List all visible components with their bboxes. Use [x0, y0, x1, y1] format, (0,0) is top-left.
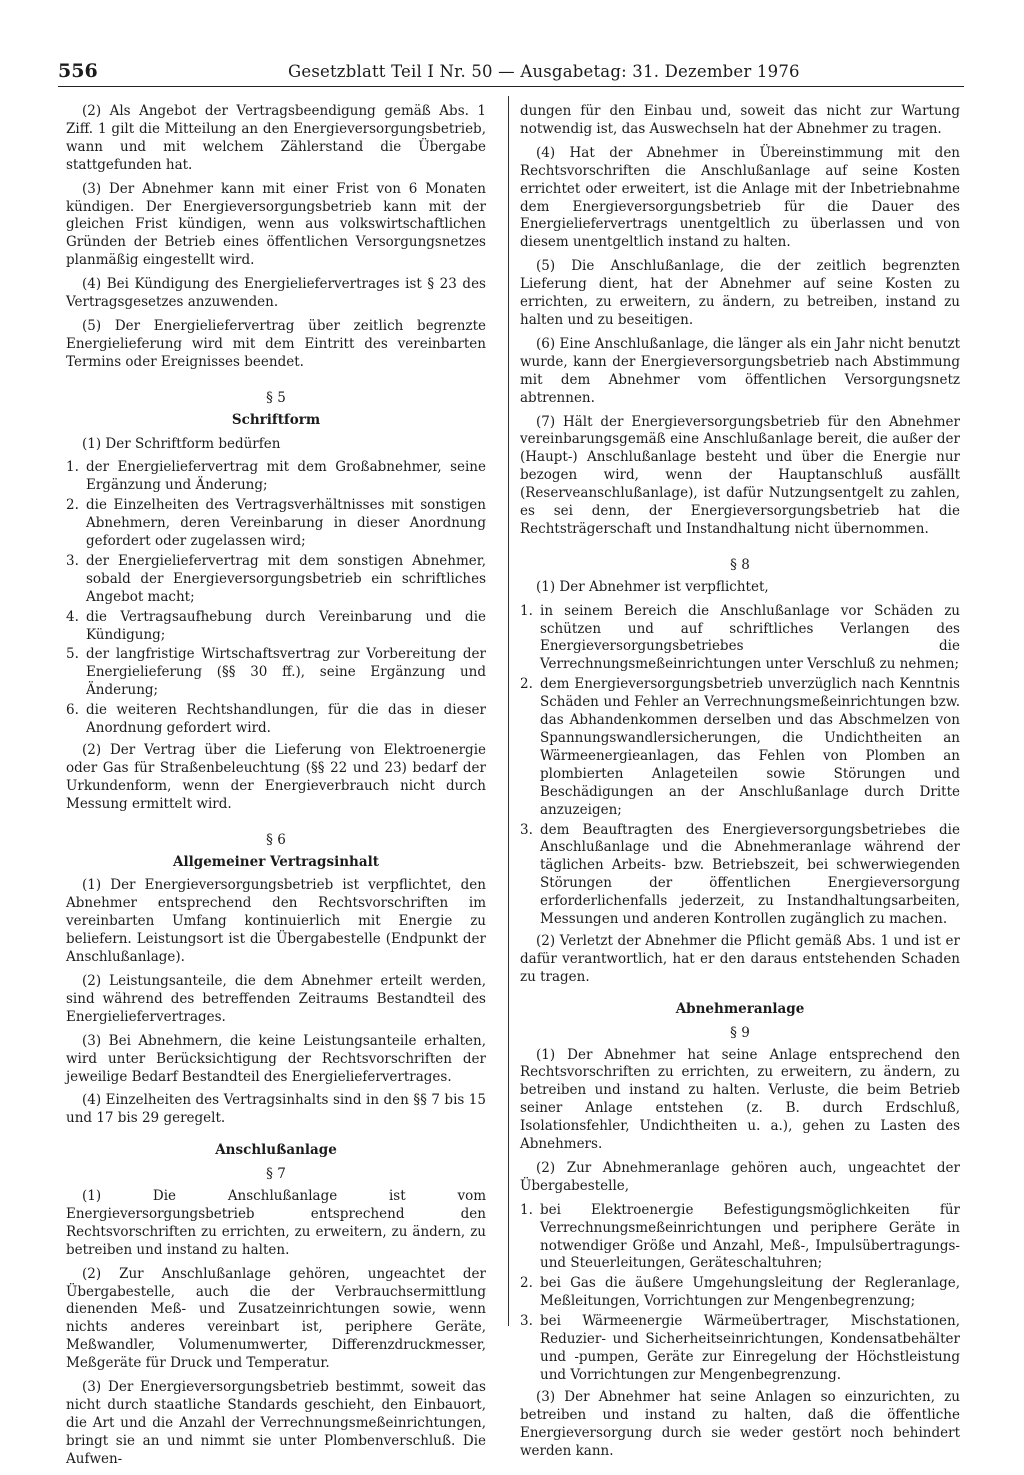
paragraph: (2) Verletzt der Abnehmer die Pflicht gemäß Abs. 1 und ist er dafür verantwortlich, hat er den daraus entstehenden Schaden zu tragen.: [520, 932, 960, 985]
paragraph: (2) Zur Anschlußanlage gehören, ungeachtet der Übergabestelle, auch die der Verbrauchsermittlung dienenden Meß- und Zusatzeinrichtungen sowie, wenn nichts anderes vereinbart ist, periphere Geräte, Meßwandler, Volumenumwerter, Differenzdruckmesser, Meßgeräte für Druck und Temperatur.: [66, 1265, 486, 1372]
paragraph: (4) Hat der Abnehmer in Übereinstimmung mit den Rechtsvorschriften die Anschlußanlage auf seine Kosten errichtet oder erweitert, ist die Anlage mit der Inbetriebnahme dem Energieversorgungsbetrieb für die Dauer des Energieliefervertrags unentgeltlich zu überlassen und von diesem unentgeltlich instand zu halten.: [520, 144, 960, 251]
section-number: § 7: [266, 1166, 286, 1183]
paragraph: (2) Der Vertrag über die Lieferung von Elektroenergie oder Gas für Straßenbeleuchtung (§§ 22 und 23) bedarf der Urkundenform, wenn der Energieverbrauch nicht durch Messung ermittelt wird.: [66, 742, 486, 812]
paragraph: (2) Leistungsanteile, die dem Abnehmer erteilt werden, sind während des betreffenden Zeitraums Bestandteil des Energieliefervertrages.: [66, 972, 486, 1025]
section-heading: Anschlußanlage: [215, 1142, 337, 1159]
section-number: § 8: [730, 556, 750, 573]
paragraph: (1) Der Energieversorgungsbetrieb ist verpflichtet, den Abnehmer entsprechend den Rechtsvorschriften im vereinbarten Umfang kontinuierlich mit Energie zu beliefern. Leistungsort ist die Übergabestelle (Endpunkt der Anschlußanlage).: [66, 877, 486, 966]
list-item: 6. die weiteren Rechtshandlungen, für die das in dieser Anordnung gefordert wird.: [66, 702, 486, 737]
numbered-list: [66, 459, 486, 738]
right-column: [520, 103, 960, 1466]
paragraph: (2) Zur Abnehmeranlage gehören auch, ungeachtet der Übergabestelle,: [520, 1159, 960, 1194]
paragraph: (1) Der Schriftform bedürfen: [82, 435, 281, 452]
list-item: 4. die Vertragsaufhebung durch Vereinbarung und die Kündigung;: [66, 608, 486, 643]
paragraph: (5) Der Energieliefervertrag über zeitlich begrenzte Energielieferung wird mit dem Eintritt des vereinbarten Termins oder Ereignisses beendet.: [66, 317, 486, 370]
paragraph: (3) Der Abnehmer hat seine Anlagen so einzurichten, zu betreiben und instand zu halten, daß die öffentliche Energieversorgung durch sie weder gestört noch behindert werden kann.: [520, 1388, 960, 1459]
paragraph: (3) Der Energieversorgungsbetrieb bestimmt, soweit das nicht durch staatliche Standards geschieht, den Einbauort, die Art und die Anzahl der Verrechnungsmeßeinrichtungen, bringt sie an und nimmt sie unter Plombenverschluß. Die Aufwen-: [66, 1379, 486, 1467]
list-item: 1. bei Elektroenergie Befestigungsmöglichkeiten für Verrechnungsmeßeinrichtungen und periphere Geräte in notwendiger Größe und Anzahl, Meß-, Impulsübertragungs- und Steuerleitungen, Geräteschaltuhren;: [520, 1201, 960, 1272]
section-title: Schriftform: [231, 411, 321, 428]
paragraph: (2) Als Angebot der Vertragsbeendigung gemäß Abs. 1 Ziff. 1 gilt die Mitteilung an den Energieversorgungsbetrieb, wann und mit welchem Zählerstand die Übergabe stattgefunden hat.: [66, 103, 486, 173]
paragraph: (3) Der Abnehmer kann mit einer Frist von 6 Monaten kündigen. Der Energieversorgungsbetrieb kann mit der gleichen Frist kündigen, wenn aus volkswirtschaftlichen Gründen der Betrieb eines öffentlichen Versorgungsnetzes planmäßig eingestellt wird.: [66, 180, 486, 269]
paragraph: (1) Der Abnehmer hat seine Anlage entsprechend den Rechtsvorschriften zu errichten, zu erweitern, zu ändern, zu betreiben und instand zu halten. Verluste, die beim Betrieb seiner Anlage entstehen (z. B. durch Erdschluß, Isolationsfehler, Undichtheiten u. a.), gehen zu Lasten des Abnehmers.: [520, 1046, 960, 1153]
list-item: 5. der langfristige Wirtschaftsvertrag zur Vorbereitung der Energielieferung (§§ 30 ff.), seine Ergänzung und Änderung;: [66, 646, 486, 699]
list-item: 3. dem Beauftragten des Energieversorgungsbetriebes die Anschlußanlage und die Abnehmeranlage während der täglichen Arbeits- bzw. Betriebszeit, bei schwerwiegenden Störungen der öffentlichen Energieversorgung erforderlichenfalls jederzeit, zu Instandhaltungsarbeiten, Messungen und anderen Kontrollen zugänglich zu machen.: [520, 821, 960, 928]
paragraph: (4) Bei Kündigung des Energieliefervertrages ist § 23 des Vertragsgesetzes anzuwenden.: [66, 276, 486, 311]
list-item: 1. der Energieliefervertrag mit dem Großabnehmer, seine Ergänzung und Änderung;: [66, 459, 486, 494]
column-divider: [508, 96, 509, 1326]
left-column: [66, 103, 486, 1475]
paragraph: (1) Die Anschlußanlage ist vom Energieversorgungsbetrieb entsprechend den Rechtsvorschriften zu errichten, zu erweitern, zu ändern, zu betreiben und instand zu halten.: [66, 1188, 486, 1258]
section-number: § 5: [266, 389, 286, 406]
paragraph: (3) Bei Abnehmern, die keine Leistungsanteile erhalten, wird unter Berücksichtigung der Rechtsvorschriften der jeweilige Bedarf Bestandteil des Energieliefervertrages.: [66, 1032, 486, 1085]
numbered-list: [520, 1202, 960, 1385]
list-item: 3. der Energieliefervertrag mit dem sonstigen Abnehmer, sobald der Energieversorgungsbetrieb ein schriftliches Angebot macht;: [66, 552, 486, 605]
paragraph: (7) Hält der Energieversorgungsbetrieb für den Abnehmer vereinbarungsgemäß eine Anschlußanlage bereit, die außer der (Haupt-) Anschlußanlage besteht und über die Energie nur bezogen wird, wenn der Hauptanschluß ausfällt (Reserveanschlußanlage), ist dafür Nutzungsentgelt zu zahlen, es sei denn, der Energieversorgungsbetrieb hat die Rechtsträgerschaft und Instandhaltung nicht übernommen.: [520, 413, 960, 537]
section-heading: Abnehmeranlage: [675, 1000, 805, 1017]
section-number: § 6: [266, 831, 286, 848]
section-title: Allgemeiner Vertragsinhalt: [173, 853, 379, 870]
list-item: 2. bei Gas die äußere Umgehungsleitung der Regleranlage, Meßleitungen, Vorrichtungen zur Mengenbegrenzung;: [520, 1275, 960, 1310]
list-item: 2. die Einzelheiten des Vertragsverhältnisses mit sonstigen Abnehmern, deren Vereinbarung in dieser Anordnung gefordert oder zugelassen wird;: [66, 497, 486, 550]
list-item: 1. in seinem Bereich die Anschlußanlage vor Schäden zu schützen und auf schriftliches Verlangen des Energieversorgungsbetriebes die Verrechnungsmeßeinrichtungen unter Verschluß zu nehmen;: [520, 602, 960, 673]
section-number: § 9: [730, 1024, 750, 1041]
paragraph: (6) Eine Anschlußanlage, die länger als ein Jahr nicht benutzt wurde, kann der Energieversorgungsbetrieb nach Abstimmung mit dem Abnehmer vom öffentlichen Versorgungsnetz abtrennen.: [520, 335, 960, 406]
list-item: 2. dem Energieversorgungsbetrieb unverzüglich nach Kenntnis Schäden und Fehler an Verrechnungsmeßeinrichtungen bzw. das Abhandenkommen derselben und das Abschmelzen von Spannungswandlersicherungen, die Undichtheiten an Wärmeenergieanlagen, das Fehlen von Plomben an plombierten Anlageteilen sowie Störungen und Beschädigungen an der Anschlußanlage durch Dritte anzuzeigen;: [520, 676, 960, 818]
gazette-title: Gesetzblatt Teil I Nr. 50 — Ausgabetag: 31. Dezember 1976: [288, 62, 800, 81]
paragraph: (5) Die Anschlußanlage, die der zeitlich begrenzten Lieferung dient, hat der Abnehmer auf seine Kosten zu errichten, zu erweitern, zu ändern, zu betreiben, instand zu halten und zu beseitigen.: [520, 258, 960, 328]
page-number: 556: [58, 60, 98, 82]
numbered-list: [520, 603, 960, 929]
page-header: [58, 58, 964, 87]
list-item: 3. bei Wärmeenergie Wärmeübertrager, Mischstationen, Reduzier- und Sicherheitseinrichtungen, Kondensatbehälter und -pumpen, Geräte zur Einregelung der Höchstleistung und Vorrichtungen zur Mengenbegrenzung.: [520, 1313, 960, 1383]
paragraph: (1) Der Abnehmer ist verpflichtet,: [536, 578, 769, 595]
paragraph: dungen für den Einbau und, soweit das nicht zur Wartung notwendig ist, das Auswechseln hat der Abnehmer zu tragen.: [520, 103, 960, 137]
paragraph: (4) Einzelheiten des Vertragsinhalts sind in den §§ 7 bis 15 und 17 bis 29 geregelt.: [66, 1092, 486, 1127]
